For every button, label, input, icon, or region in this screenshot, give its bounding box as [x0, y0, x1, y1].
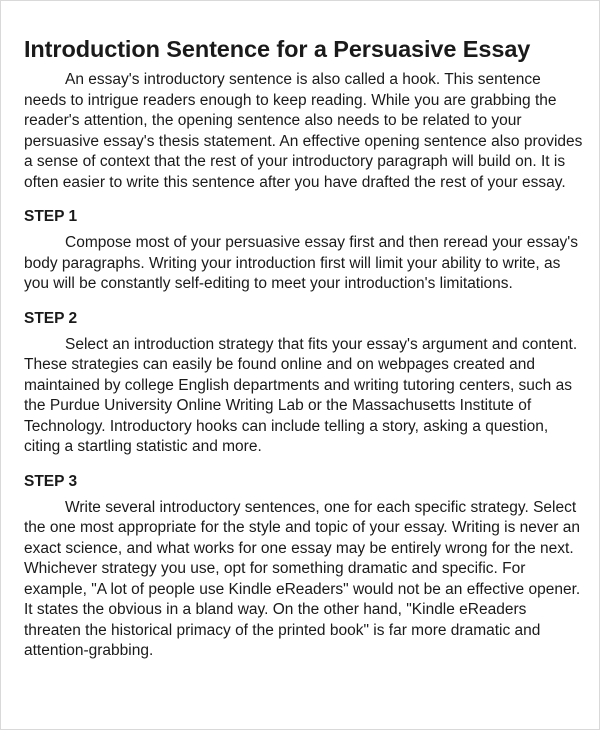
- step-2-heading: STEP 2: [24, 309, 78, 327]
- document-content: [24, 33, 584, 662]
- step-3-paragraph: Write several introductory sentences, one for each specific strategy. Select the one most appropriate for the style and topic of your essay. Writing is never an exact science, and what works for one essay may be entirely wrong for the next. Whichever strategy you use, opt for something dramatic and specific. For example, "A lot of people use Kindle eReaders" would not be an effective opener. It states the obvious in a bland way. On the other hand, "Kindle eReaders threaten the historical primacy of the printed book" is far more dramatic and attention-grabbing.: [24, 498, 581, 659]
- step-1-heading: STEP 1: [24, 208, 78, 225]
- step-2-paragraph: Select an introduction strategy that fits your essay's argument and content. These strategies can easily be found online and on webpages created and maintained by college English departments and writing tutoring centers, such as the Purdue University Online Writing Lab or the Massachusetts Institute of Technology. Introductory hooks can include telling a story, asking a question, citing a startling statistic and more.: [24, 335, 578, 455]
- step-1-paragraph: Compose most of your persuasive essay first and then reread your essay's body paragraphs. Writing your introduction first will limit your ability to write, as you will be constantly self-editing to meet your introduction's limitations.: [24, 234, 578, 292]
- page-title: Introduction Sentence for a Persuasive Essay: [24, 36, 531, 62]
- step-3-heading: STEP 3: [24, 472, 78, 490]
- intro-paragraph: An essay's introductory sentence is also called a hook. This sentence needs to intrigue readers enough to keep reading. While you are grabbing the reader's attention, the opening sentence also needs to be related to your persuasive essay's thesis statement. An effective opening sentence also provides a sense of context that the rest of your introductory paragraph will build on. It is often easier to write this sentence after you have drafted the rest of your essay.: [24, 71, 583, 191]
